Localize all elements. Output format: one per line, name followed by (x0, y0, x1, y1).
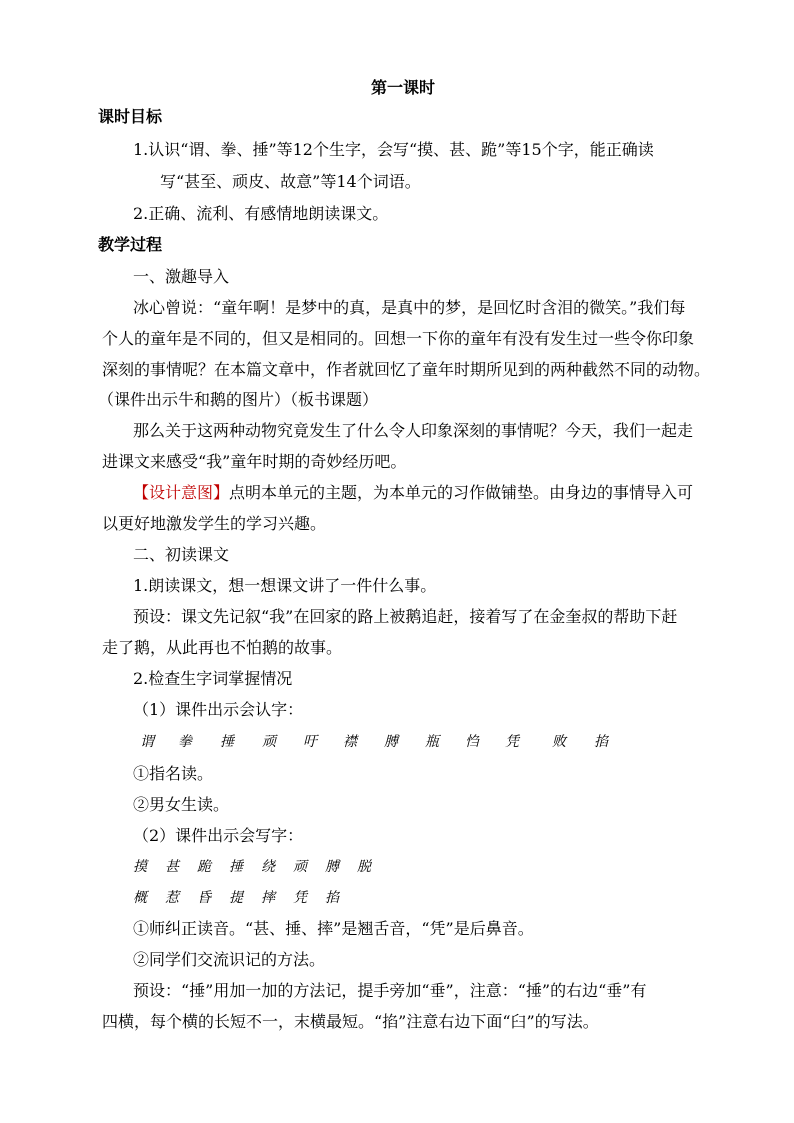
paragraph-line: （课件出示牛和鹅的图片）（板书课题） (98, 390, 379, 409)
design-intent-label: 【设计意图】 (133, 483, 230, 502)
char-item: 绕 (261, 859, 275, 875)
char-item: 㤘 (465, 734, 479, 750)
char-item: 跪 (197, 859, 211, 875)
char-item: 捶 (220, 734, 234, 750)
write-chars-row-2 (133, 888, 363, 908)
recognize-chars-row (140, 732, 620, 752)
char-item: 吁 (303, 734, 317, 750)
goal-item-1: 1.认识“谓、拳、捶”等12个生字，会写“摸、甚、跪”等15个字，能正确读 (133, 140, 654, 159)
design-intent-cont: 以更好地激发学生的学习兴趣。 (102, 514, 327, 533)
char-item: 膊 (384, 734, 398, 750)
activity-2: ②男女生读。 (133, 795, 230, 814)
goal-item-1-cont: 写“甚至、顽皮、故意”等14个词语。 (160, 172, 421, 191)
process-heading: 教学过程 (98, 235, 163, 254)
paragraph-line: 冰心曾说：“童年啊！是梦中的真，是真中的梦，是回忆时含泪的微笑。”我们每 (133, 298, 686, 317)
char-item: 瓶 (425, 734, 439, 750)
char-item: 甚 (165, 859, 179, 875)
page-title: 第一课时 (371, 78, 436, 97)
goals-heading: 课时目标 (98, 107, 163, 126)
preset-1-cont: 走了鹅，从此再也不怕鹅的故事。 (102, 638, 343, 657)
char-item: 谓 (140, 734, 154, 750)
paragraph-line: 进课文来感受“我”童年时期的奇妙经历吧。 (102, 452, 407, 471)
char-item: 襟 (343, 734, 357, 750)
correct-pronunciation: ①师纠正读音。“甚、捶、摔”是翘舌音，“凭”是后鼻音。 (133, 919, 534, 938)
char-item: 惹 (165, 890, 179, 906)
char-item: 掐 (325, 890, 339, 906)
char-item: 掐 (594, 734, 608, 750)
char-item: 摸 (133, 859, 147, 875)
char-item: 捶 (229, 859, 243, 875)
char-item: 拳 (178, 734, 192, 750)
design-intent (133, 482, 693, 504)
exchange-methods: ②同学们交流识记的方法。 (133, 950, 326, 969)
char-item: 概 (133, 890, 147, 906)
sub-step-1: （1）课件出示会认字： (133, 700, 304, 719)
char-item: 凭 (293, 890, 307, 906)
char-item: 摔 (261, 890, 275, 906)
preset-2-cont: 四横，每个横的长短不一，末横最短。“掐”注意右边下面“臼”的写法。 (102, 1012, 599, 1031)
sub-step-2: （2）课件出示会写字： (133, 826, 304, 845)
design-intent-text: 点明本单元的主题，为本单元的习作做铺垫。由身边的事情导入可 (229, 483, 694, 502)
char-item: 凭 (505, 734, 519, 750)
char-item: 顽 (293, 859, 307, 875)
paragraph-line: 那么关于这两种动物究竟发生了什么令人印象深刻的事情呢？今天，我们一起走 (133, 421, 694, 440)
section-heading-2: 二、初读课文 (133, 545, 230, 564)
char-item: 昏 (197, 890, 211, 906)
preset-1: 预设：课文先记叙“我”在回家的路上被鹅追赶，接着写了在金奎叔的帮助下赶 (133, 607, 678, 626)
char-item: 顽 (262, 734, 276, 750)
paragraph-line: 个人的童年是不同的，但又是相同的。回想一下你的童年有没有发生过一些令你印象 (102, 329, 695, 348)
preset-2: 预设：“捶”用加一加的方法记，提手旁加“垂”，注意：“捶”的右边“垂”有 (133, 981, 647, 1000)
char-item: 败 (552, 734, 566, 750)
char-item: 提 (229, 890, 243, 906)
step-2: 2.检查生字词掌握情况 (133, 669, 293, 688)
char-item: 脱 (357, 859, 371, 875)
paragraph-line: 深刻的事情呢？在本篇文章中，作者就回忆了童年时期所见到的两种截然不同的动物。 (102, 360, 711, 379)
section-heading-1: 一、激趣导入 (133, 267, 230, 286)
char-item: 膊 (325, 859, 339, 875)
goal-item-2: 2.正确、流利、有感情地朗读课文。 (133, 204, 389, 223)
activity-1: ①指名读。 (133, 764, 214, 783)
step-1: 1.朗读课文，想一想课文讲了一件什么事。 (133, 576, 437, 595)
write-chars-row-1 (133, 857, 393, 877)
